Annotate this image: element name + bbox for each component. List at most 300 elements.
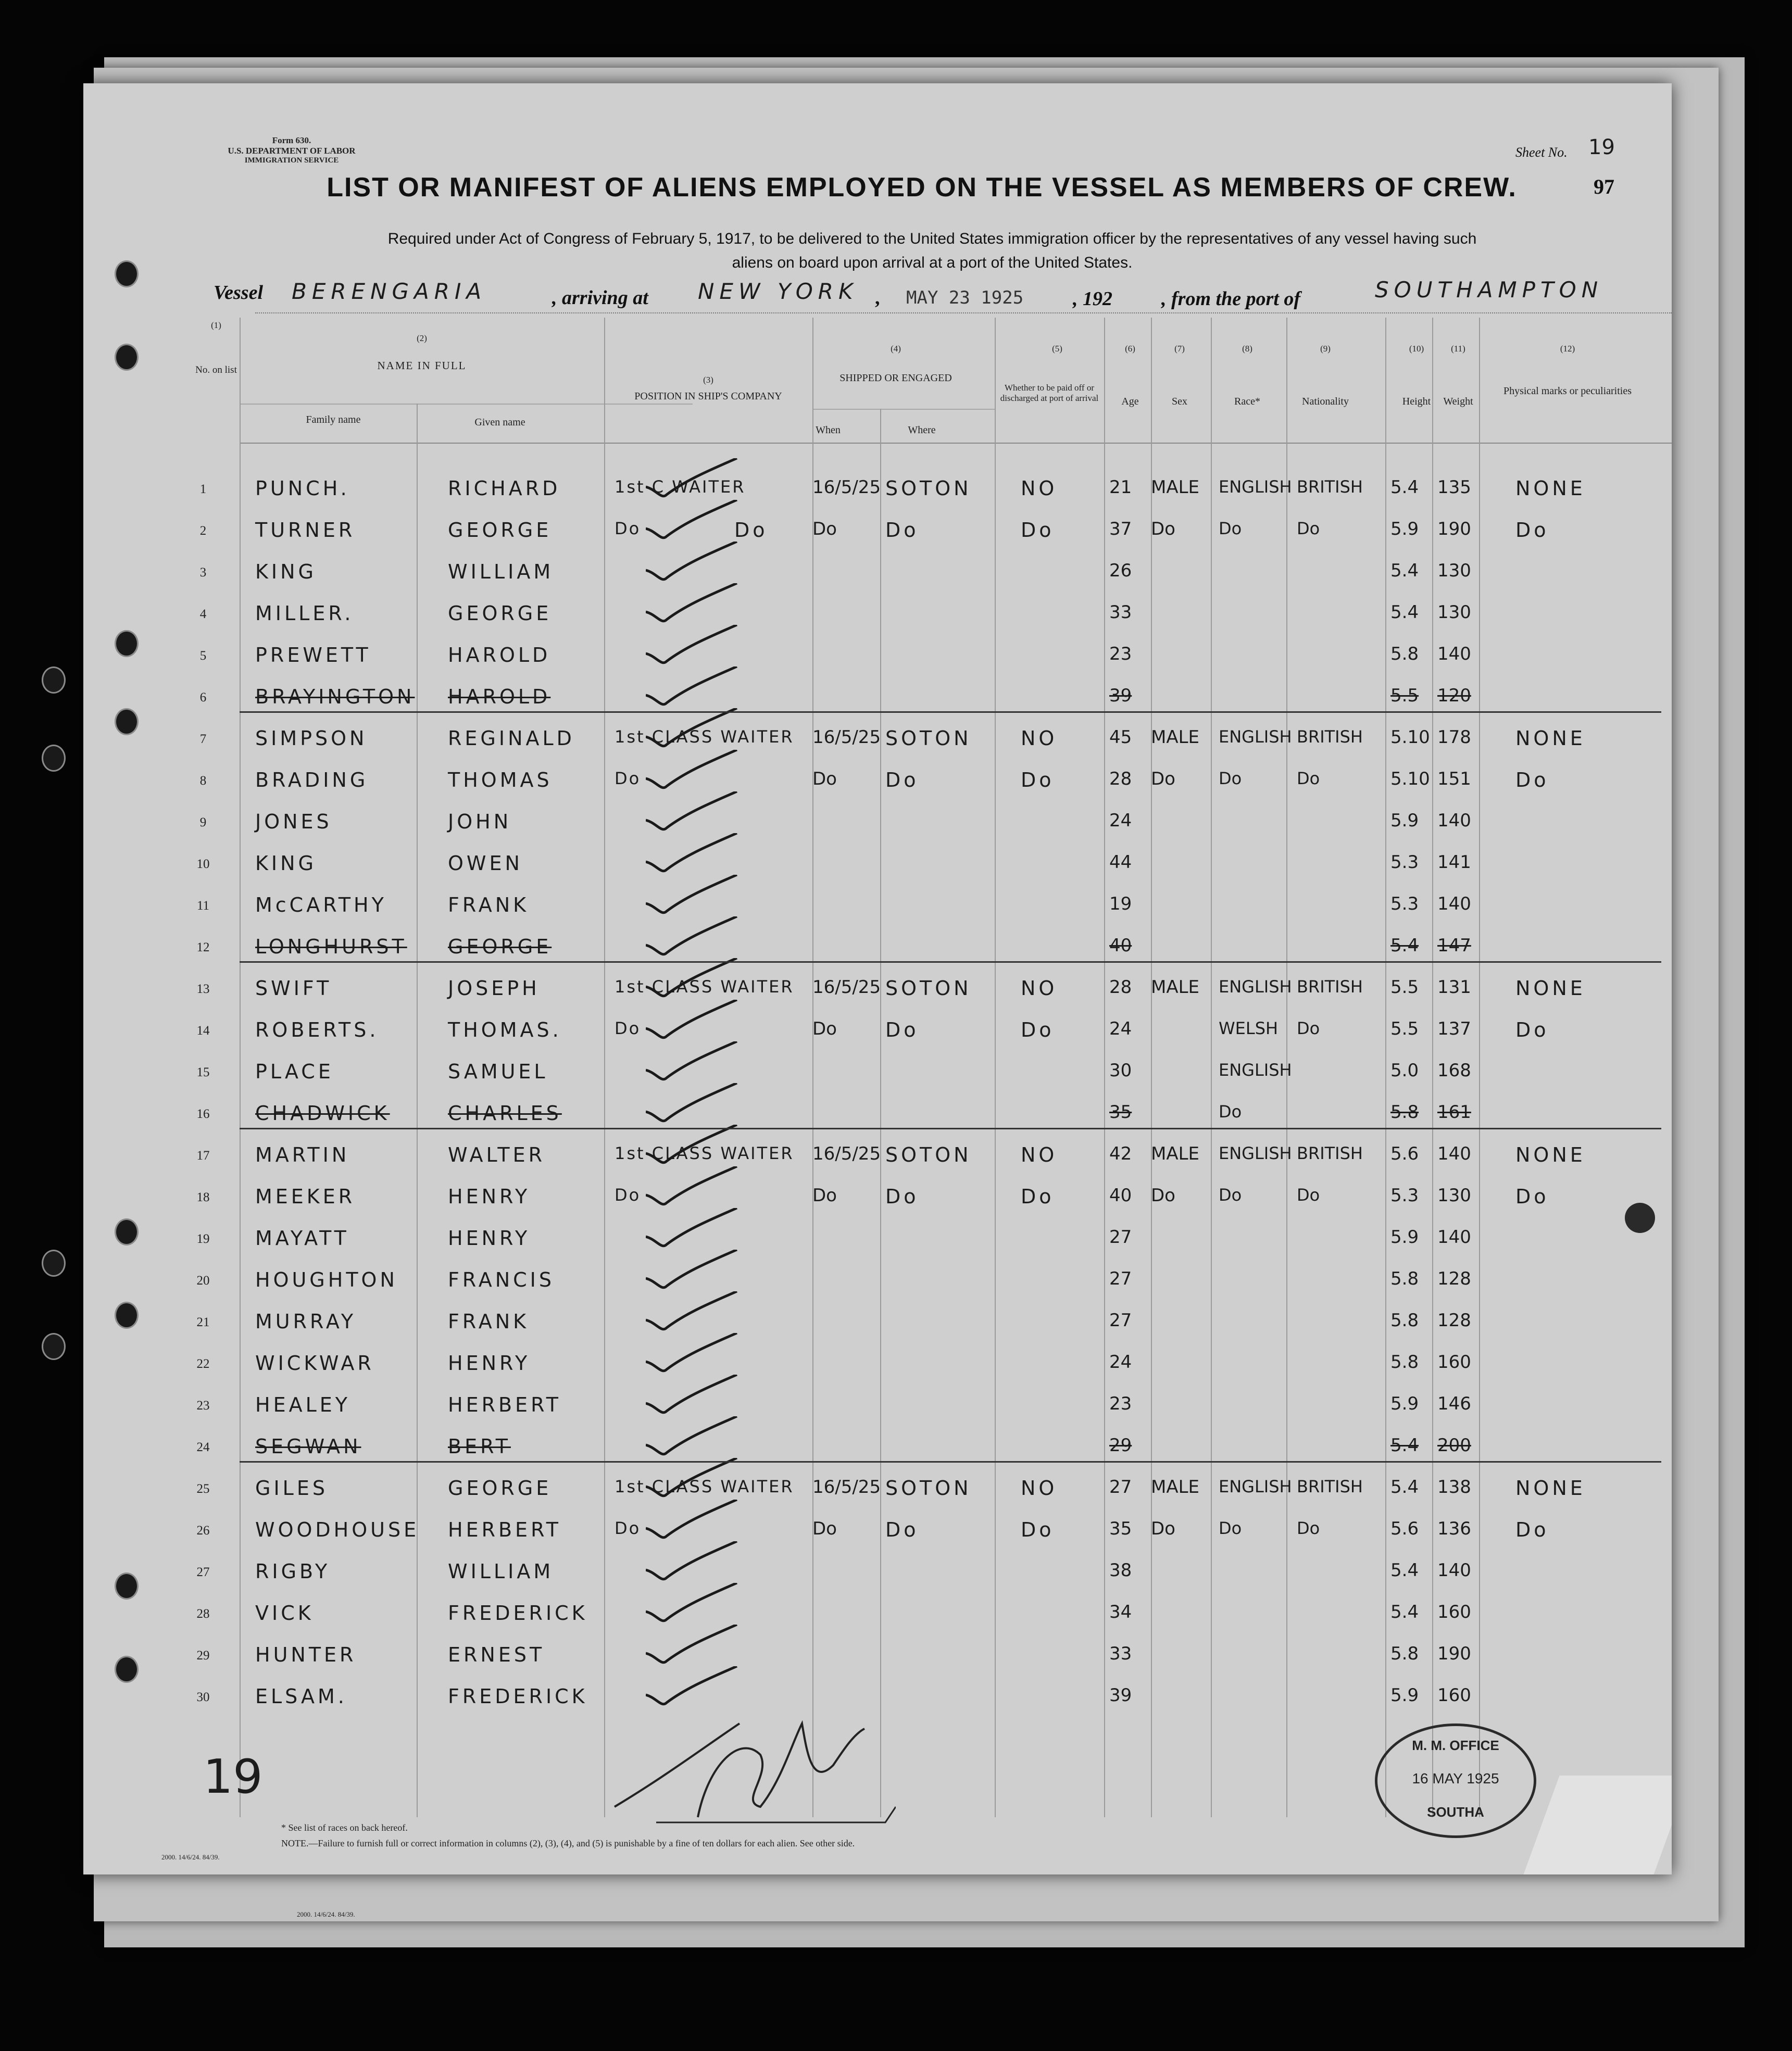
shipped-where: Do [885, 1018, 919, 1041]
col8-header: Race* [1234, 396, 1260, 407]
age: 19 [1109, 894, 1132, 914]
row-number: 30 [196, 1690, 210, 1704]
position: Do [615, 519, 641, 538]
shipped-when: Do [812, 1018, 837, 1039]
col2-number: (2) [417, 333, 427, 343]
weight: 147 [1437, 935, 1471, 956]
stamp-place: SOUTHA [1427, 1804, 1484, 1820]
col5-number: (5) [1052, 344, 1062, 354]
height: 5.5 [1390, 685, 1419, 706]
height: 5.4 [1390, 1477, 1419, 1498]
shipped-when: 16/5/25 [812, 477, 881, 498]
shipped-when: Do [812, 519, 837, 539]
row-number: 5 [199, 649, 207, 663]
col2-header: NAME IN FULL [377, 359, 467, 372]
binder-hole [42, 1333, 66, 1360]
col7-number: (7) [1174, 344, 1185, 354]
position: 1st CLASS WAITER [615, 1143, 794, 1163]
age: 30 [1109, 1060, 1132, 1081]
weight: 135 [1437, 477, 1471, 498]
age: 39 [1109, 685, 1132, 706]
age: 44 [1109, 852, 1132, 873]
mm-office-stamp [1375, 1723, 1536, 1838]
shipped-where: SOTON [885, 477, 972, 500]
age: 34 [1109, 1602, 1132, 1622]
height: 5.10 [1390, 727, 1430, 748]
weight: 130 [1437, 602, 1471, 623]
shipped-where: Do [885, 519, 919, 542]
given-name: HAROLD [448, 685, 551, 708]
printer-mark-back: 2000. 14/6/24. 84/39. [297, 1910, 355, 1918]
weight: 138 [1437, 1477, 1471, 1498]
row-number: 2 [199, 524, 207, 538]
age: 38 [1109, 1560, 1132, 1581]
weight: 137 [1437, 1018, 1471, 1039]
nationality: Do [1297, 519, 1320, 538]
race: ENGLISH [1219, 977, 1292, 997]
shipped-when: Do [812, 1185, 837, 1206]
family-name: BRADING [255, 769, 369, 791]
check-mark [646, 1625, 740, 1671]
col4-header: SHIPPED OR ENGAGED [839, 372, 952, 384]
family-name: WOODHOUSE [255, 1518, 420, 1541]
manifest-title: LIST OR MANIFEST OF ALIENS EMPLOYED ON THE VESSEL AS MEMBERS OF CREW. [327, 172, 1517, 203]
check-mark [646, 1083, 740, 1130]
height: 5.8 [1390, 644, 1419, 664]
subtitle-line-2: aliens on board upon arrival at a port of the United States. [732, 254, 1133, 271]
row-number: 26 [196, 1524, 210, 1538]
binder-hole [115, 1572, 139, 1600]
weight: 128 [1437, 1310, 1471, 1331]
age: 24 [1109, 810, 1132, 831]
col5-header: Whether to be paid off or discharged at port of arrival [1000, 383, 1099, 403]
shipped-when: 16/5/25 [812, 977, 881, 998]
age: 27 [1109, 1268, 1132, 1289]
height: 5.10 [1390, 769, 1430, 789]
family-name: SWIFT [255, 977, 332, 1000]
family-name: MARTIN [255, 1143, 350, 1166]
binder-hole [115, 344, 139, 371]
binder-hole [115, 1302, 139, 1329]
col1-header: No. on list [195, 364, 237, 375]
arriving-port: NEW YORK [698, 279, 858, 304]
race: Do [1219, 1185, 1242, 1205]
header-bottom-rule [240, 443, 1672, 444]
weight: 160 [1437, 1602, 1471, 1622]
height: 5.9 [1390, 810, 1419, 831]
height: 5.5 [1390, 1018, 1419, 1039]
given-name: THOMAS [448, 769, 553, 791]
age: 24 [1109, 1018, 1132, 1039]
col-line [995, 318, 996, 1817]
height: 5.3 [1390, 852, 1419, 873]
nationality: Do [1297, 1185, 1320, 1205]
height: 5.4 [1390, 1435, 1419, 1456]
family-name: MAYATT [255, 1227, 349, 1250]
paid-off: Do [1021, 1518, 1055, 1541]
check-mark [646, 1416, 740, 1463]
row-number: 24 [196, 1440, 210, 1454]
col-line [1211, 318, 1212, 1817]
weight: 140 [1437, 1227, 1471, 1248]
col-line [604, 318, 605, 1817]
shipped-when: 16/5/25 [812, 727, 881, 748]
given-name: JOHN [448, 810, 512, 833]
family-name: RIGBY [255, 1560, 331, 1583]
check-mark [646, 500, 740, 547]
col3-number: (3) [703, 375, 713, 385]
row-number: 3 [199, 565, 207, 580]
col4-number: (4) [891, 344, 901, 354]
given-name: SAMUEL [448, 1060, 548, 1083]
race-footnote: * See list of races on back hereof. [281, 1822, 408, 1833]
age: 40 [1109, 935, 1132, 956]
age: 28 [1109, 977, 1132, 998]
position: 1st CLASS WAITER [615, 727, 794, 747]
sex: Do [1151, 1185, 1175, 1206]
row-number: 16 [196, 1107, 210, 1121]
family-name: MEEKER [255, 1185, 356, 1208]
age: 23 [1109, 1393, 1132, 1414]
height: 5.6 [1390, 1518, 1419, 1539]
family-name: GILES [255, 1477, 328, 1500]
given-name: FRANK [448, 1310, 530, 1333]
given-name: FREDERICK [448, 1685, 588, 1708]
nationality: BRITISH [1297, 1477, 1363, 1496]
family-name: LONGHURST [255, 935, 407, 958]
weight: 141 [1437, 852, 1471, 873]
race: ENGLISH [1219, 1477, 1292, 1496]
given-name: HENRY [448, 1185, 531, 1208]
physical-marks: Do [1515, 769, 1549, 791]
col10-header: Height [1402, 396, 1431, 407]
age: 35 [1109, 1102, 1132, 1123]
given-name: FRANK [448, 894, 530, 916]
nationality: BRITISH [1297, 1143, 1363, 1163]
height: 5.9 [1390, 1393, 1419, 1414]
age: 26 [1109, 560, 1132, 581]
binder-hole [115, 708, 139, 735]
given-name: WILLIAM [448, 1560, 554, 1583]
check-mark [646, 583, 740, 630]
race: ENGLISH [1219, 1143, 1292, 1163]
paid-off: NO [1021, 477, 1058, 500]
binder-hole [115, 1218, 139, 1245]
given-name: OWEN [448, 852, 523, 875]
weight: 120 [1437, 685, 1471, 706]
race: Do [1219, 1518, 1242, 1538]
punch-hole [1625, 1203, 1655, 1233]
check-mark [646, 625, 740, 672]
age: 24 [1109, 1352, 1132, 1373]
age: 39 [1109, 1685, 1132, 1706]
height: 5.9 [1390, 519, 1419, 539]
weight: 128 [1437, 1268, 1471, 1289]
family-name: TURNER [255, 519, 356, 542]
race: ENGLISH [1219, 1060, 1292, 1080]
nationality: BRITISH [1297, 727, 1363, 747]
binder-hole [115, 260, 139, 287]
row-number: 18 [196, 1190, 210, 1204]
height: 5.4 [1390, 477, 1419, 498]
weight: 190 [1437, 519, 1471, 539]
race: ENGLISH [1219, 477, 1292, 497]
physical-marks: NONE [1515, 1477, 1586, 1500]
check-mark [646, 1250, 740, 1297]
family-name: WICKWAR [255, 1352, 374, 1375]
family-name: ROBERTS. [255, 1018, 379, 1041]
check-mark [646, 791, 740, 838]
shipped-when: Do [812, 769, 837, 789]
nationality: Do [1297, 769, 1320, 788]
col-line [417, 404, 418, 1817]
weight: 140 [1437, 810, 1471, 831]
weight: 161 [1437, 1102, 1471, 1123]
col11-header: Weight [1443, 396, 1473, 407]
stamp-office: M. M. OFFICE [1412, 1738, 1499, 1753]
age: 40 [1109, 1185, 1132, 1206]
col1-number: (1) [211, 320, 221, 330]
age: 27 [1109, 1227, 1132, 1248]
family-name: HUNTER [255, 1643, 357, 1666]
row-number: 7 [199, 732, 207, 746]
col-line [1104, 318, 1105, 1817]
printer-mark: 2000. 14/6/24. 84/39. [161, 1853, 220, 1861]
physical-marks: NONE [1515, 1143, 1586, 1166]
family-name: BRAYINGTON [255, 685, 415, 708]
binder-hole [42, 666, 66, 694]
position: Do [615, 769, 641, 788]
department-name: U.S. DEPARTMENT OF LABOR [228, 146, 356, 156]
subtitle-line-1: Required under Act of Congress of February 5, 1917, to be delivered to the United States immigration officer by the representatives of any vessel having such [387, 230, 1477, 247]
weight: 140 [1437, 1560, 1471, 1581]
family-name: KING [255, 560, 317, 583]
col11-number: (11) [1451, 344, 1465, 354]
age: 33 [1109, 602, 1132, 623]
family-name: HOUGHTON [255, 1268, 398, 1291]
row-number: 23 [196, 1399, 210, 1413]
check-mark [646, 1208, 740, 1255]
nationality: BRITISH [1297, 477, 1363, 497]
row-number: 28 [196, 1607, 210, 1621]
given-name: GEORGE [448, 1477, 552, 1500]
col4-where-header: Where [908, 424, 936, 436]
weight: 168 [1437, 1060, 1471, 1081]
row-number: 17 [196, 1149, 210, 1163]
form-number: Form 630. [272, 135, 311, 145]
col-line [1432, 318, 1433, 1817]
check-mark [646, 458, 740, 505]
col10-number: (10) [1409, 344, 1424, 354]
given-name: THOMAS. [448, 1018, 562, 1041]
physical-marks: NONE [1515, 977, 1586, 1000]
row-number: 14 [196, 1024, 210, 1038]
weight: 178 [1437, 727, 1471, 748]
position: 1st CLASS WAITER [615, 977, 794, 997]
family-name: SIMPSON [255, 727, 368, 750]
physical-marks: Do [1515, 519, 1549, 542]
shipped-where: Do [885, 1185, 919, 1208]
col-line [812, 318, 813, 1817]
sex: MALE [1151, 977, 1200, 998]
col12-number: (12) [1560, 344, 1575, 354]
sheet-number: 19 [1588, 135, 1615, 159]
given-name: RICHARD [448, 477, 561, 500]
family-name: PUNCH. [255, 477, 350, 500]
physical-marks: Do [1515, 1018, 1549, 1041]
row-number: 21 [196, 1315, 210, 1329]
row-number: 29 [196, 1649, 210, 1663]
weight: 130 [1437, 1185, 1471, 1206]
folded-corner [1523, 1776, 1672, 1874]
row-number: 6 [199, 690, 207, 704]
sex: Do [1151, 1518, 1175, 1539]
age: 29 [1109, 1435, 1132, 1456]
check-mark [646, 708, 740, 755]
age: 35 [1109, 1518, 1132, 1539]
height: 5.3 [1390, 1185, 1419, 1206]
given-name: CHARLES [448, 1102, 562, 1125]
height: 5.5 [1390, 977, 1419, 998]
race: Do [1219, 769, 1242, 788]
physical-marks: NONE [1515, 477, 1586, 500]
height: 5.4 [1390, 560, 1419, 581]
shipped-where: SOTON [885, 1477, 972, 1500]
family-name: McCARTHY [255, 894, 387, 916]
shipped-when: 16/5/25 [812, 1477, 881, 1498]
position: 1st CLASS WAITER [615, 1477, 794, 1496]
check-mark [646, 1541, 740, 1588]
family-name: CHADWICK [255, 1102, 390, 1125]
col9-header: Nationality [1302, 396, 1349, 407]
row-number: 25 [196, 1482, 210, 1496]
row-number: 20 [196, 1274, 210, 1288]
group-separator [240, 711, 1661, 713]
col-line [1151, 318, 1152, 1817]
handwritten-page-mark: 19 [203, 1750, 263, 1804]
position: Do [615, 1018, 641, 1038]
check-mark [646, 875, 740, 922]
age: 37 [1109, 519, 1132, 539]
position: Do [615, 1185, 641, 1205]
manifest-sheet [83, 83, 1672, 1874]
weight: 140 [1437, 1143, 1471, 1164]
paid-off: Do [1021, 1185, 1055, 1208]
given-name: HAROLD [448, 644, 551, 666]
family-name: MURRAY [255, 1310, 357, 1333]
group-separator [240, 1461, 1661, 1463]
sex: MALE [1151, 1477, 1200, 1498]
race: Do [1219, 1102, 1242, 1122]
check-mark [646, 1583, 740, 1630]
officer-signature [604, 1703, 896, 1828]
family-name: SEGWAN [255, 1435, 361, 1458]
position-ditto: Do [734, 519, 768, 542]
nationality: Do [1297, 1518, 1320, 1538]
row-number: 27 [196, 1565, 210, 1579]
height: 5.9 [1390, 1685, 1419, 1706]
check-mark [646, 542, 740, 588]
check-mark [646, 666, 740, 713]
nationality: BRITISH [1297, 977, 1363, 997]
check-mark [646, 1041, 740, 1088]
age: 28 [1109, 769, 1132, 789]
weight: 190 [1437, 1643, 1471, 1664]
col-line [1385, 318, 1386, 1817]
height: 5.4 [1390, 935, 1419, 956]
height: 5.9 [1390, 1227, 1419, 1248]
family-name: ELSAM. [255, 1685, 347, 1708]
col9-number: (9) [1320, 344, 1331, 354]
weight: 151 [1437, 769, 1471, 789]
row-number: 22 [196, 1357, 210, 1371]
given-name: JOSEPH [448, 977, 540, 1000]
group-separator [240, 1128, 1661, 1129]
row-number: 12 [196, 940, 210, 954]
given-name: GEORGE [448, 519, 552, 542]
check-mark [646, 833, 740, 880]
check-mark [646, 1125, 740, 1172]
page-number: 97 [1594, 175, 1614, 198]
given-name: GEORGE [448, 935, 552, 958]
physical-marks: NONE [1515, 727, 1586, 750]
row-number: 19 [196, 1232, 210, 1246]
given-name: BERT [448, 1435, 511, 1458]
sheet-label: Sheet No. [1515, 145, 1568, 160]
col-line [240, 318, 241, 1817]
paid-off: NO [1021, 1143, 1058, 1166]
shipped-where: Do [885, 1518, 919, 1541]
row-number: 9 [199, 815, 207, 829]
stamp-date: 16 MAY 1925 [1412, 1770, 1499, 1786]
col2-family-header: Family name [306, 414, 361, 425]
family-name: PLACE [255, 1060, 334, 1083]
height: 5.0 [1390, 1060, 1419, 1081]
col7-header: Sex [1172, 396, 1187, 407]
given-name: WALTER [448, 1143, 546, 1166]
race: WELSH [1219, 1018, 1279, 1038]
family-name: PREWETT [255, 644, 371, 666]
check-mark [646, 1458, 740, 1505]
family-name: VICK [255, 1602, 314, 1625]
from-port-label: , from the port of [1161, 288, 1301, 310]
service-name: IMMIGRATION SERVICE [244, 156, 339, 165]
paid-off: NO [1021, 977, 1058, 1000]
height: 5.8 [1390, 1352, 1419, 1373]
given-name: WILLIAM [448, 560, 554, 583]
departure-port: SOUTHAMPTON [1375, 277, 1603, 303]
position: 1st C WAITER [615, 477, 746, 497]
weight: 140 [1437, 644, 1471, 664]
group-separator [240, 961, 1661, 963]
shipped-when: 16/5/25 [812, 1143, 881, 1164]
age: 42 [1109, 1143, 1132, 1164]
height: 5.8 [1390, 1643, 1419, 1664]
given-name: FREDERICK [448, 1602, 588, 1625]
arrival-date-stamp: MAY 23 1925 [906, 287, 1024, 308]
vessel-name: BERENGARIA [292, 279, 487, 304]
paid-off: Do [1021, 769, 1055, 791]
row-number: 13 [196, 982, 210, 996]
height: 5.4 [1390, 602, 1419, 623]
age: 45 [1109, 727, 1132, 748]
age: 23 [1109, 644, 1132, 664]
row-number: 10 [196, 857, 210, 871]
paid-off: Do [1021, 1018, 1055, 1041]
arriving-label: , arriving at [552, 287, 648, 309]
race: ENGLISH [1219, 727, 1292, 747]
age: 27 [1109, 1310, 1132, 1331]
